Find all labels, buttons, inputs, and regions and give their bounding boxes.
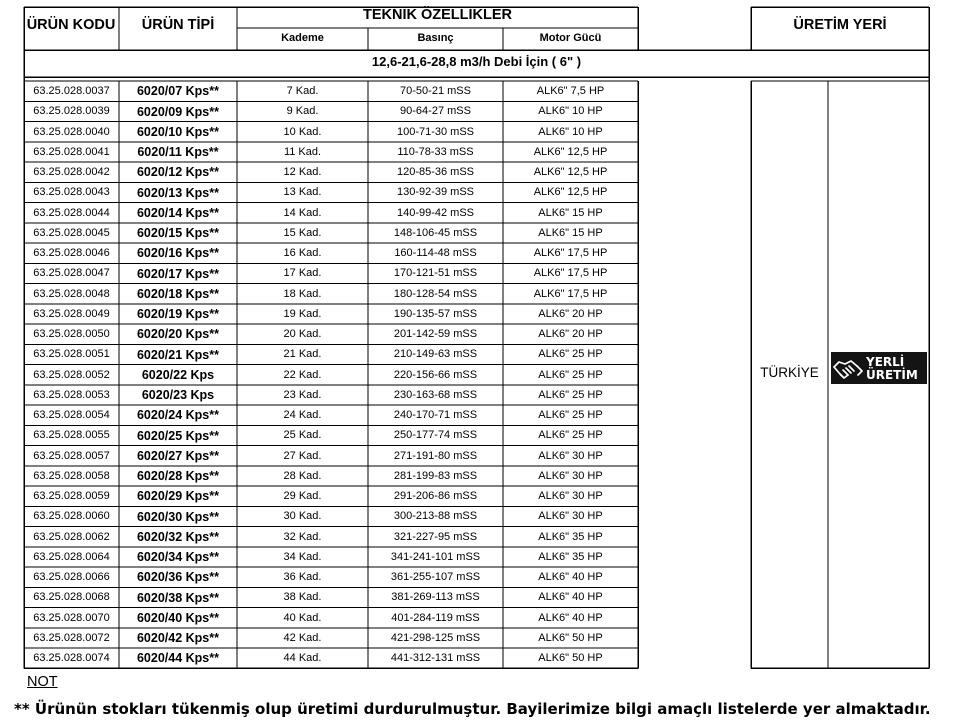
cell-motor-gucu: ALK6" 17,5 HP (533, 287, 608, 300)
cell-kademe: 32 Kad. (283, 530, 322, 543)
cell-basinc: 170-121-51 mSS (393, 267, 478, 280)
cell-urun-tipi: 6020/24 Kps** (136, 408, 219, 423)
header-uretim-yeri: ÜRETİM YERİ (793, 17, 887, 33)
cell-motor-gucu: ALK6" 40 HP (538, 571, 603, 584)
cell-basinc: 441-312-131 mSS (390, 652, 481, 665)
cell-kademe: 27 Kad. (283, 449, 322, 462)
cell-motor-gucu: ALK6" 15 HP (538, 226, 603, 239)
cell-basinc: 250-177-74 mSS (393, 429, 478, 442)
header-basinc: Basınç (417, 32, 454, 44)
cell-urun-tipi: 6020/29 Kps** (136, 489, 219, 504)
cell-urun-kodu: 63.25.028.0064 (33, 550, 110, 563)
cell-motor-gucu: ALK6" 17,5 HP (533, 267, 608, 280)
cell-kademe: 10 Kad. (283, 125, 322, 138)
cell-urun-kodu: 63.25.028.0059 (33, 490, 110, 503)
cell-basinc: 190-135-57 mSS (393, 307, 478, 320)
cell-motor-gucu: ALK6" 20 HP (538, 307, 603, 320)
cell-kademe: 44 Kad. (283, 652, 322, 665)
cell-urun-tipi: 6020/32 Kps** (136, 529, 219, 544)
cell-basinc: 421-298-125 mSS (390, 631, 481, 644)
cell-basinc: 70-50-21 mSS (400, 85, 471, 98)
cell-urun-tipi: 6020/07 Kps** (136, 84, 219, 99)
cell-basinc: 210-149-63 mSS (393, 348, 478, 361)
cell-urun-tipi: 6020/40 Kps** (136, 610, 219, 625)
cell-motor-gucu: ALK6" 20 HP (538, 328, 603, 341)
cell-motor-gucu: ALK6" 35 HP (538, 550, 603, 563)
cell-kademe: 7 Kad. (286, 85, 319, 98)
logo-text-yerli: YERLİ (866, 355, 905, 369)
cell-urun-tipi: 6020/14 Kps** (136, 205, 219, 220)
cell-urun-tipi: 6020/34 Kps** (136, 550, 219, 565)
cell-motor-gucu: ALK6" 25 HP (538, 368, 603, 381)
header-teknik-ozellikler: TEKNİK ÖZELLİKLER (362, 7, 513, 23)
header-urun-kodu: ÜRÜN KODU (26, 17, 116, 33)
cell-basinc: 291-206-86 mSS (393, 490, 478, 503)
cell-urun-tipi: 6020/25 Kps** (136, 428, 219, 443)
cell-urun-kodu: 63.25.028.0041 (33, 145, 110, 158)
cell-motor-gucu: ALK6" 50 HP (538, 631, 603, 644)
cell-urun-tipi: 6020/13 Kps** (136, 185, 219, 200)
cell-urun-tipi: 6020/10 Kps** (136, 124, 219, 139)
cell-urun-tipi: 6020/16 Kps** (136, 246, 219, 261)
header-motor-gucu: Motor Gücü (539, 32, 602, 44)
cell-kademe: 11 Kad. (283, 145, 322, 158)
cell-motor-gucu: ALK6" 15 HP (538, 206, 603, 219)
cell-motor-gucu: ALK6" 10 HP (538, 125, 603, 138)
cell-kademe: 14 Kad. (283, 206, 322, 219)
cell-urun-kodu: 63.25.028.0042 (33, 166, 110, 179)
cell-basinc: 271-191-80 mSS (393, 449, 478, 462)
cell-urun-kodu: 63.25.028.0066 (33, 571, 110, 584)
country-label: TÜRKİYE (760, 365, 819, 380)
cell-urun-kodu: 63.25.028.0039 (33, 105, 110, 118)
cell-kademe: 34 Kad. (283, 550, 322, 563)
cell-urun-kodu: 63.25.028.0062 (33, 530, 110, 543)
cell-urun-tipi: 6020/36 Kps** (136, 570, 219, 585)
cell-motor-gucu: ALK6" 25 HP (538, 348, 603, 361)
cell-basinc: 230-163-68 mSS (393, 388, 478, 401)
logo-text-uretim: ÜRETİM (866, 368, 918, 382)
cell-urun-kodu: 63.25.028.0052 (33, 368, 110, 381)
cell-basinc: 240-170-71 mSS (393, 409, 478, 422)
cell-kademe: 12 Kad. (283, 166, 322, 179)
cell-urun-kodu: 63.25.028.0070 (33, 611, 110, 624)
cell-urun-tipi: 6020/19 Kps** (136, 307, 219, 322)
cell-kademe: 13 Kad. (283, 186, 322, 199)
yerli-uretim-logo (831, 352, 927, 384)
cell-basinc: 148-106-45 mSS (393, 226, 478, 239)
cell-motor-gucu: ALK6" 12,5 HP (533, 186, 608, 199)
cell-urun-kodu: 63.25.028.0060 (33, 510, 110, 523)
cell-urun-tipi: 6020/09 Kps** (136, 104, 219, 119)
cell-basinc: 281-199-83 mSS (393, 469, 478, 482)
cell-basinc: 140-99-42 mSS (396, 206, 475, 219)
cell-urun-tipi: 6020/21 Kps** (136, 347, 219, 362)
cell-kademe: 40 Kad. (283, 611, 322, 624)
cell-urun-tipi: 6020/20 Kps** (136, 327, 219, 342)
cell-kademe: 22 Kad. (283, 368, 322, 381)
cell-motor-gucu: ALK6" 40 HP (538, 611, 603, 624)
cell-urun-kodu: 63.25.028.0045 (33, 226, 110, 239)
cell-urun-kodu: 63.25.028.0048 (33, 287, 110, 300)
note-label: NOT (27, 674, 58, 690)
cell-kademe: 30 Kad. (283, 510, 322, 523)
cell-kademe: 24 Kad. (283, 409, 322, 422)
cell-basinc: 110-78-33 mSS (397, 145, 474, 158)
cell-urun-tipi: 6020/38 Kps** (136, 590, 219, 605)
cell-motor-gucu: ALK6" 30 HP (538, 469, 603, 482)
cell-kademe: 42 Kad. (283, 631, 322, 644)
cell-urun-kodu: 63.25.028.0072 (33, 631, 110, 644)
cell-urun-kodu: 63.25.028.0040 (33, 125, 110, 138)
cell-kademe: 23 Kad. (283, 388, 322, 401)
cell-urun-kodu: 63.25.028.0055 (33, 429, 110, 442)
cell-motor-gucu: ALK6" 40 HP (538, 591, 603, 604)
cell-urun-kodu: 63.25.028.0057 (33, 449, 110, 462)
cell-kademe: 18 Kad. (283, 287, 322, 300)
cell-urun-tipi: 6020/17 Kps** (136, 266, 219, 281)
cell-motor-gucu: ALK6" 12,5 HP (533, 145, 608, 158)
cell-urun-kodu: 63.25.028.0037 (33, 85, 110, 98)
cell-kademe: 36 Kad. (283, 571, 322, 584)
cell-urun-kodu: 63.25.028.0053 (33, 388, 110, 401)
cell-motor-gucu: ALK6" 25 HP (538, 388, 603, 401)
cell-urun-tipi: 6020/12 Kps** (136, 165, 219, 180)
cell-urun-tipi: 6020/23 Kps (141, 388, 215, 403)
cell-motor-gucu: ALK6" 10 HP (538, 105, 603, 118)
cell-urun-kodu: 63.25.028.0051 (33, 348, 110, 361)
cell-motor-gucu: ALK6" 30 HP (538, 449, 603, 462)
cell-basinc: 220-156-66 mSS (393, 368, 478, 381)
cell-motor-gucu: ALK6" 30 HP (538, 510, 603, 523)
header-kademe: Kademe (281, 32, 324, 44)
cell-urun-tipi: 6020/28 Kps** (136, 469, 219, 484)
cell-kademe: 38 Kad. (283, 591, 322, 604)
cell-urun-kodu: 63.25.028.0043 (33, 186, 110, 199)
cell-basinc: 381-269-113 mSS (391, 591, 480, 604)
cell-kademe: 15 Kad. (283, 226, 322, 239)
cell-motor-gucu: ALK6" 50 HP (538, 652, 603, 665)
cell-urun-tipi: 6020/15 Kps** (136, 226, 219, 241)
cell-urun-tipi: 6020/11 Kps** (137, 145, 219, 160)
cell-urun-kodu: 63.25.028.0058 (33, 469, 110, 482)
cell-basinc: 321-227-95 mSS (393, 530, 478, 543)
cell-kademe: 29 Kad. (283, 490, 322, 503)
cell-urun-kodu: 63.25.028.0074 (33, 652, 110, 665)
cell-basinc: 401-284-119 mSS (391, 611, 480, 624)
note-text: ** Ürünün stokları tükenmiş olup üretimi durdurulmuştur. Bayilerimize bilgi amaçlı listelerde yer almaktadır. (14, 700, 931, 718)
cell-basinc: 120-85-36 mSS (396, 166, 475, 179)
cell-basinc: 361-255-107 mSS (390, 571, 481, 584)
cell-urun-kodu: 63.25.028.0047 (33, 267, 110, 280)
cell-urun-kodu: 63.25.028.0046 (33, 247, 110, 260)
cell-motor-gucu: ALK6" 17,5 HP (533, 247, 608, 260)
cell-motor-gucu: ALK6" 25 HP (538, 409, 603, 422)
cell-urun-tipi: 6020/30 Kps** (136, 509, 219, 524)
cell-basinc: 130-92-39 mSS (396, 186, 475, 199)
cell-kademe: 28 Kad. (283, 469, 322, 482)
cell-urun-tipi: 6020/44 Kps** (136, 651, 219, 666)
cell-kademe: 25 Kad. (283, 429, 322, 442)
cell-urun-tipi: 6020/42 Kps** (136, 631, 219, 646)
cell-urun-tipi: 6020/22 Kps (141, 367, 215, 382)
cell-basinc: 90-64-27 mSS (400, 105, 471, 118)
cell-motor-gucu: ALK6" 30 HP (538, 490, 603, 503)
cell-urun-kodu: 63.25.028.0050 (33, 328, 110, 341)
cell-kademe: 17 Kad. (283, 267, 322, 280)
cell-urun-kodu: 63.25.028.0054 (33, 409, 110, 422)
cell-kademe: 9 Kad. (286, 105, 319, 118)
cell-urun-kodu: 63.25.028.0049 (33, 307, 110, 320)
cell-kademe: 16 Kad. (283, 247, 322, 260)
cell-urun-tipi: 6020/27 Kps** (136, 448, 219, 463)
cell-urun-tipi: 6020/18 Kps** (136, 286, 219, 301)
cell-basinc: 300-213-88 mSS (393, 510, 478, 523)
cell-basinc: 201-142-59 mSS (393, 328, 478, 341)
debi-label: 12,6-21,6-28,8 m3/h Debi İçin ( 6" ) (371, 54, 582, 69)
cell-urun-kodu: 63.25.028.0044 (33, 206, 110, 219)
cell-basinc: 160-114-48 mSS (394, 247, 477, 260)
cell-motor-gucu: ALK6" 35 HP (538, 530, 603, 543)
cell-basinc: 180-128-54 mSS (393, 287, 478, 300)
cell-kademe: 21 Kad. (283, 348, 322, 361)
cell-kademe: 19 Kad. (283, 307, 322, 320)
cell-basinc: 100-71-30 mSS (396, 125, 475, 138)
cell-motor-gucu: ALK6" 25 HP (538, 429, 603, 442)
header-urun-tipi: ÜRÜN TİPİ (141, 17, 215, 33)
cell-basinc: 341-241-101 mSS (390, 550, 481, 563)
cell-kademe: 20 Kad. (283, 328, 322, 341)
cell-motor-gucu: ALK6" 7,5 HP (536, 85, 605, 98)
cell-urun-kodu: 63.25.028.0068 (33, 591, 110, 604)
cell-motor-gucu: ALK6" 12,5 HP (533, 166, 608, 179)
